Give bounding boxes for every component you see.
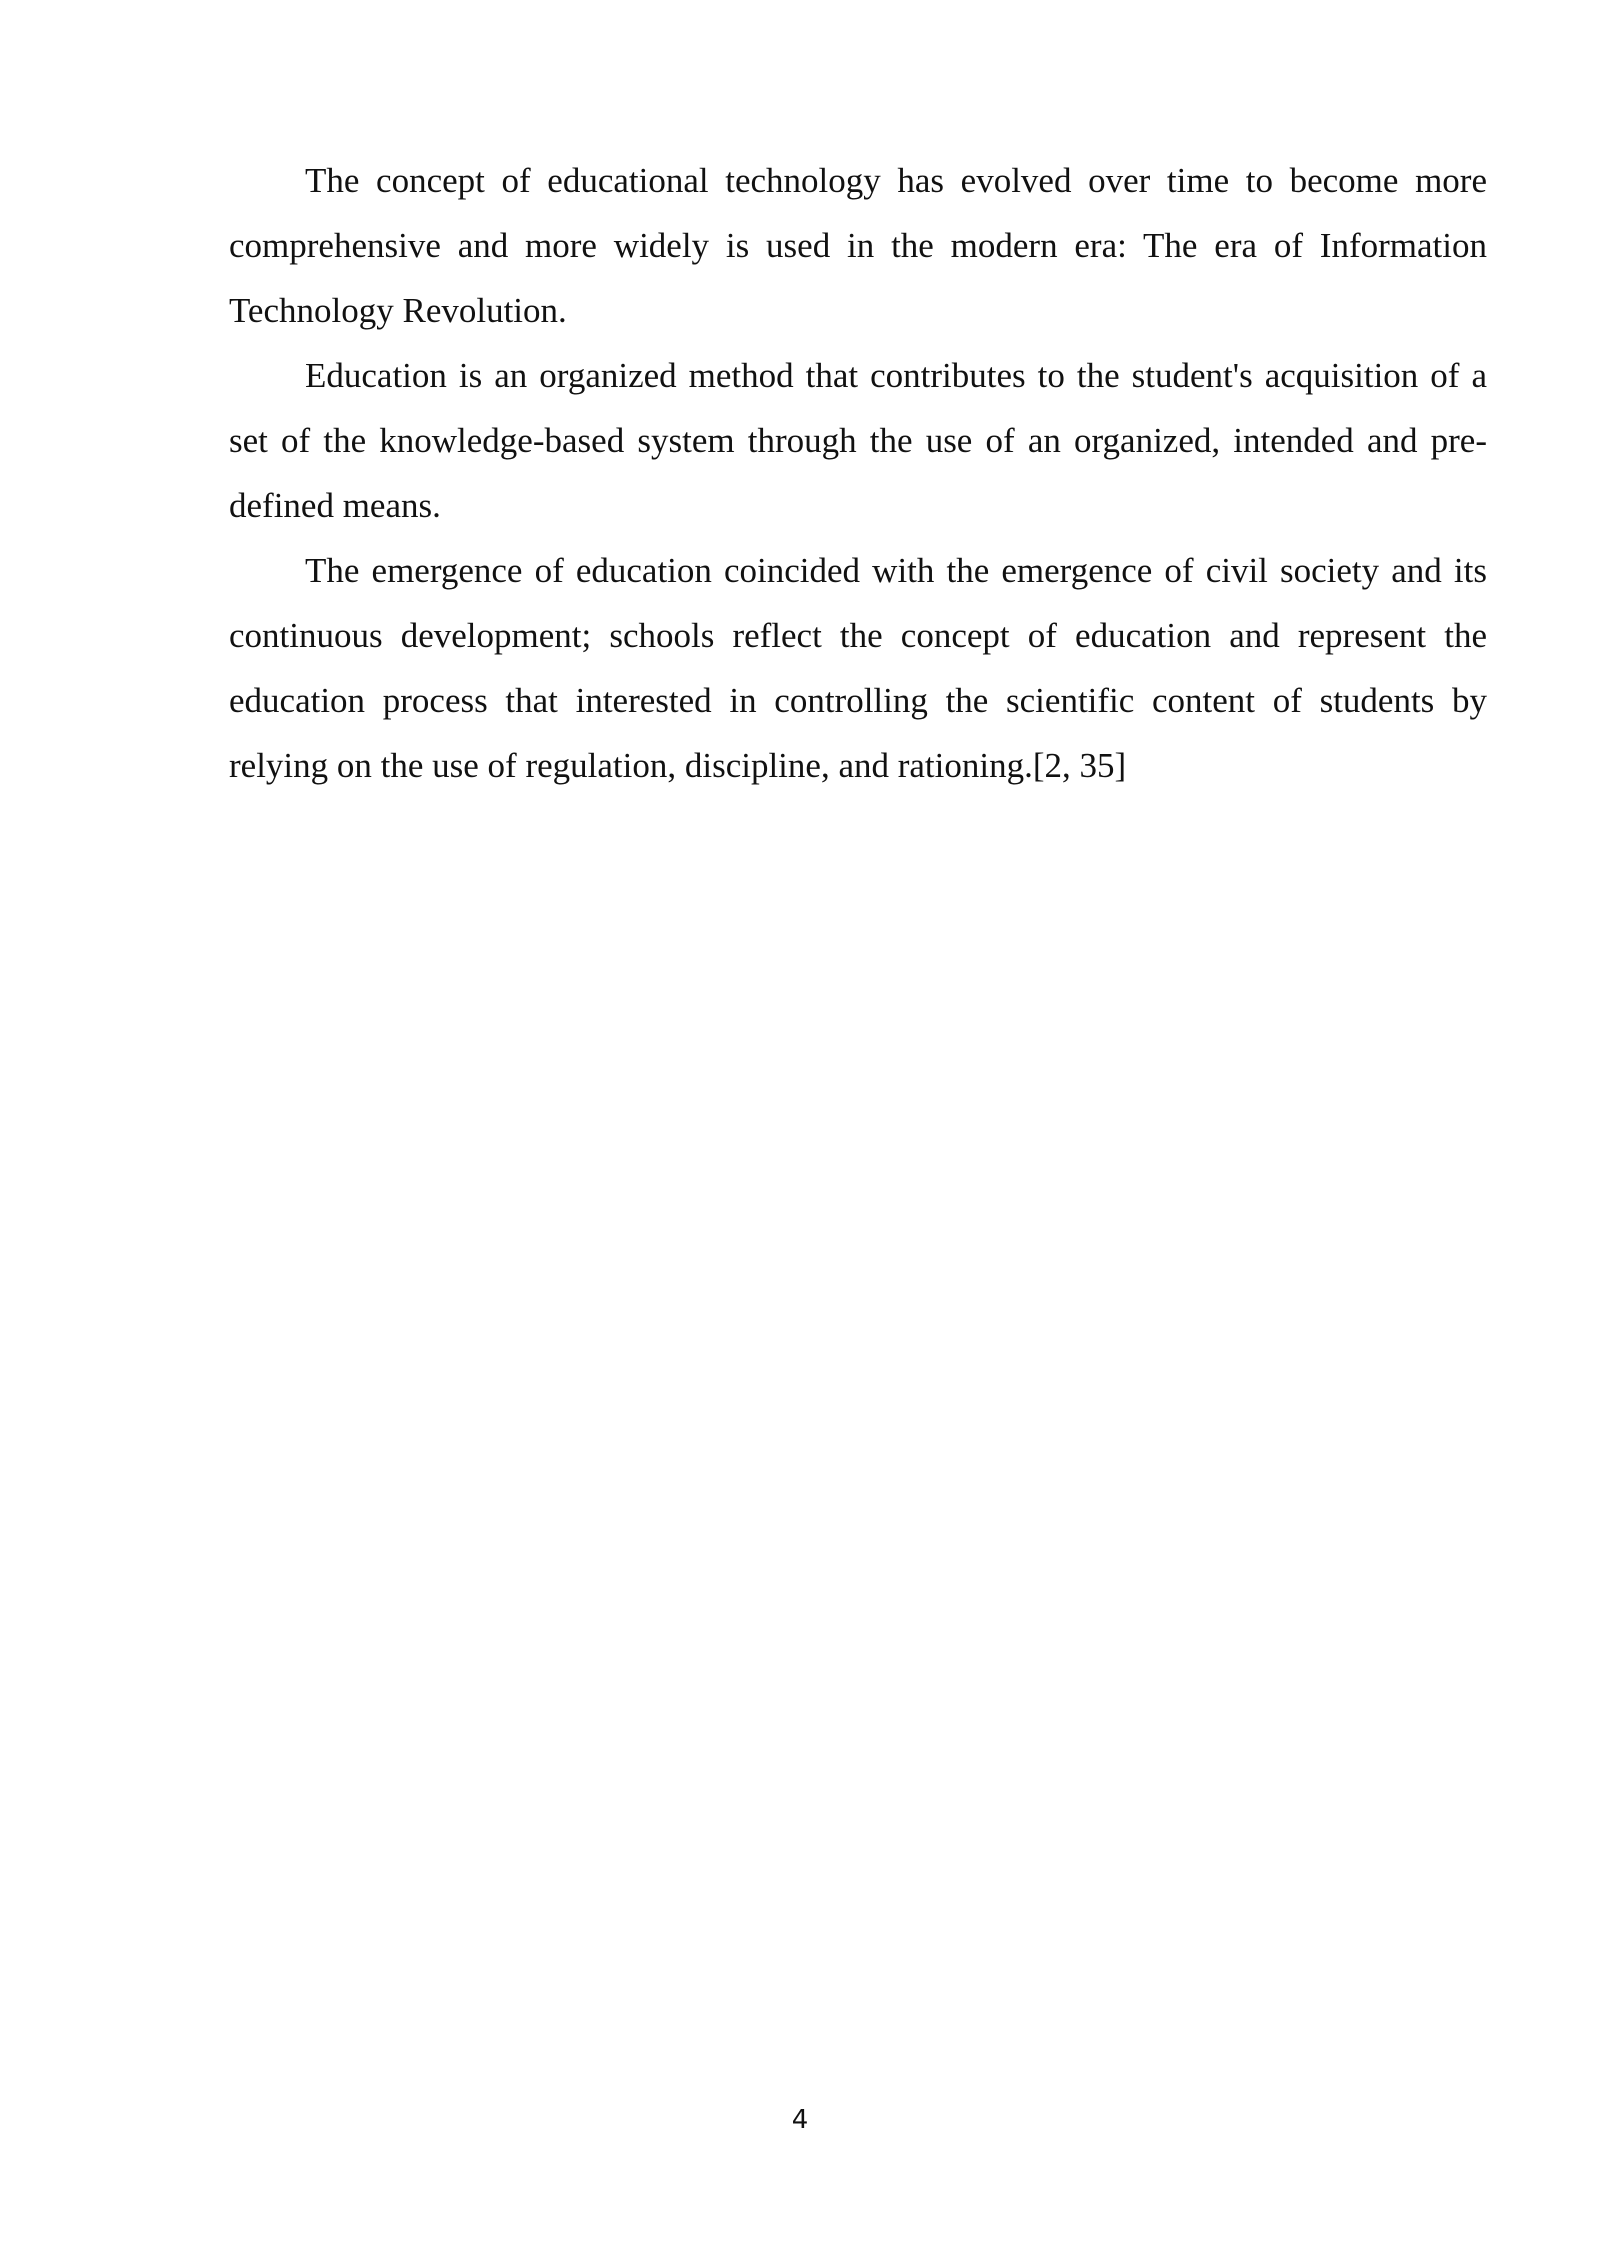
page-number: 4 [791,2105,809,2135]
paragraph-educational-technology: The concept of educational technology has evolved over time to become more comprehensive and more widely is used in the modern era: The era of Information Technology Revolution. [229,161,1487,330]
paragraph-emergence-of-education: The emergence of education coincided with the emergence of civil society and its continuous development; schools reflect the concept of education and represent the education process that interested in controlling the scientific content of students by relying on the use of regulation, discipline, and rationing.[2, 35] [229,551,1487,785]
body-text [229,148,1487,798]
paragraph-education-method: Education is an organized method that contributes to the student's acquisition of a set of the knowledge-based system through the use of an organized, intended and pre-defined means. [229,356,1487,525]
